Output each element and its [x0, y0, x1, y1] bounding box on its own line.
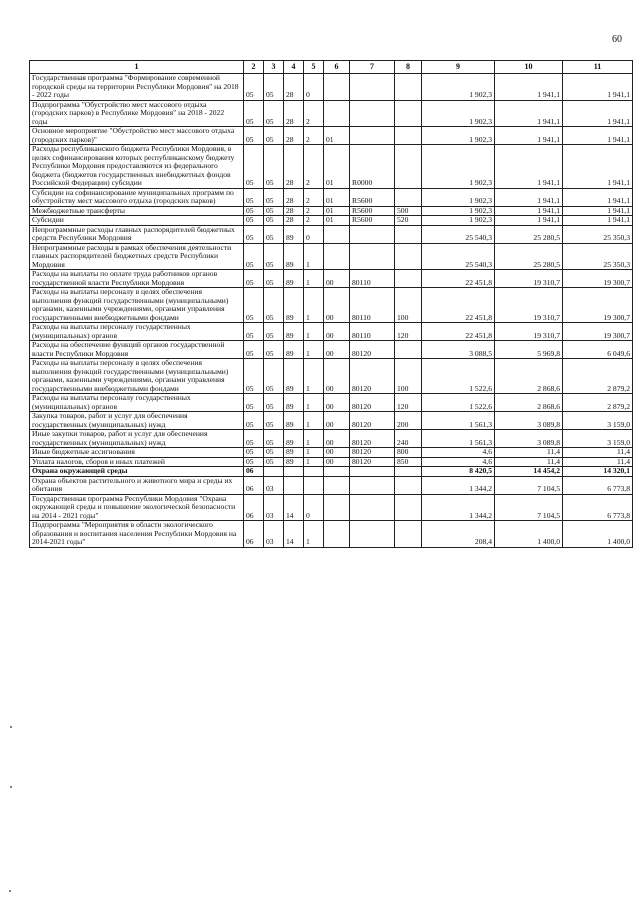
subsection-code-cell: 05 — [264, 225, 284, 243]
section-code-cell: 05 — [244, 225, 264, 243]
direction-code-cell: 80120 — [350, 448, 395, 458]
amount-col9-cell: 4,6 — [422, 457, 495, 467]
row-name-cell: Иные бюджетные ассигнования — [30, 448, 244, 458]
expense-type-cell: 240 — [395, 430, 422, 448]
row-name-cell: Расходы на выплаты персоналу государственных (муниципальных) органов — [30, 394, 244, 412]
column-header: 2 — [244, 61, 264, 74]
direction-code-cell — [350, 521, 395, 548]
table-row — [30, 188, 633, 206]
expense-type-cell — [395, 494, 422, 521]
expense-type-cell — [395, 74, 422, 101]
row-name-cell: Расходы на обеспечение функций органов государственной власти Республики Мордовия — [30, 341, 244, 359]
section-code-cell: 05 — [244, 188, 264, 206]
subprogram-code-cell: 1 — [304, 359, 324, 394]
amount-col10-cell: 1 400,0 — [495, 521, 563, 548]
row-name-cell: Расходы на выплаты персоналу в целях обеспечения выполнения функций государственными (муниципальными) органами, казенными учреждениями, органами управления государственными внебюджетными фондами — [30, 288, 244, 323]
subsection-code-cell: 05 — [264, 270, 284, 288]
expense-type-cell: 100 — [395, 288, 422, 323]
amount-col11-cell: 1 941,1 — [563, 100, 633, 127]
program-code-cell: 28 — [284, 145, 304, 189]
amount-col11-cell: 2 879,2 — [563, 394, 633, 412]
direction-code-cell: 80120 — [350, 341, 395, 359]
table-row — [30, 74, 633, 101]
table-row — [30, 206, 633, 216]
column-header: 10 — [495, 61, 563, 74]
direction-code-cell — [350, 467, 395, 477]
program-code-cell: 28 — [284, 74, 304, 101]
program-code-cell: 28 — [284, 216, 304, 226]
row-name-cell: Расходы республиканского бюджета Республики Мордовия, в целях софинансирования которых республиканскому бюджету Республики Мордовия предоставляются из федерального бюджета (бюджетов государственных внебюджетных фондов Российской Федерации) субсидии — [30, 145, 244, 189]
subprogram-code-cell: 0 — [304, 494, 324, 521]
subprogram-code-cell: 0 — [304, 74, 324, 101]
amount-col10-cell: 1 941,1 — [495, 188, 563, 206]
activity-code-cell: 01 — [324, 127, 350, 145]
subprogram-code-cell: 1 — [304, 323, 324, 341]
direction-code-cell: 80120 — [350, 430, 395, 448]
expense-type-cell — [395, 127, 422, 145]
amount-col11-cell: 6 773,8 — [563, 494, 633, 521]
activity-code-cell — [324, 467, 350, 477]
subsection-code-cell: 05 — [264, 288, 284, 323]
amount-col10-cell: 19 310,7 — [495, 270, 563, 288]
section-code-cell: 05 — [244, 145, 264, 189]
amount-col10-cell: 19 310,7 — [495, 323, 563, 341]
amount-col10-cell: 25 280,5 — [495, 243, 563, 270]
section-code-cell: 05 — [244, 394, 264, 412]
subprogram-code-cell: 1 — [304, 394, 324, 412]
direction-code-cell: R0000 — [350, 145, 395, 189]
activity-code-cell: 00 — [324, 412, 350, 430]
subprogram-code-cell: 2 — [304, 100, 324, 127]
amount-col10-cell: 2 868,6 — [495, 359, 563, 394]
direction-code-cell: R5600 — [350, 188, 395, 206]
amount-col11-cell: 1 941,1 — [563, 188, 633, 206]
table-row — [30, 430, 633, 448]
direction-code-cell: 80120 — [350, 359, 395, 394]
program-code-cell: 14 — [284, 521, 304, 548]
subsection-code-cell: 05 — [264, 145, 284, 189]
subsection-code-cell: 05 — [264, 100, 284, 127]
column-header: 3 — [264, 61, 284, 74]
row-name-cell: Закупка товаров, работ и услуг для обеспечения государственных (муниципальных) нужд — [30, 412, 244, 430]
amount-col10-cell: 3 089,8 — [495, 430, 563, 448]
amount-col9-cell: 1 902,3 — [422, 127, 495, 145]
section-code-cell: 05 — [244, 216, 264, 226]
table-row — [30, 323, 633, 341]
program-code-cell: 28 — [284, 100, 304, 127]
subprogram-code-cell — [304, 467, 324, 477]
subprogram-code-cell — [304, 476, 324, 494]
amount-col10-cell: 19 310,7 — [495, 288, 563, 323]
amount-col10-cell: 7 104,5 — [495, 476, 563, 494]
program-code-cell: 89 — [284, 323, 304, 341]
subprogram-code-cell: 2 — [304, 216, 324, 226]
program-code-cell: 14 — [284, 494, 304, 521]
activity-code-cell: 00 — [324, 288, 350, 323]
amount-col9-cell: 25 540,3 — [422, 225, 495, 243]
subsection-code-cell: 05 — [264, 216, 284, 226]
subsection-code-cell: 03 — [264, 476, 284, 494]
table-row — [30, 476, 633, 494]
scan-speck — [10, 786, 12, 788]
amount-col10-cell: 1 941,1 — [495, 145, 563, 189]
amount-col9-cell: 208,4 — [422, 521, 495, 548]
table-row — [30, 127, 633, 145]
scan-speck — [9, 890, 11, 892]
section-code-cell: 05 — [244, 270, 264, 288]
amount-col9-cell: 22 451,8 — [422, 323, 495, 341]
amount-col10-cell: 1 941,1 — [495, 216, 563, 226]
amount-col10-cell: 1 941,1 — [495, 100, 563, 127]
direction-code-cell — [350, 225, 395, 243]
subsection-code-cell: 05 — [264, 188, 284, 206]
row-name-cell: Расходы на выплаты персоналу в целях обеспечения выполнения функций государственными (муниципальными) органами, казенными учреждениями, органами управления государственными внебюджетными фондами — [30, 359, 244, 394]
amount-col10-cell: 2 868,6 — [495, 394, 563, 412]
direction-code-cell: R5600 — [350, 206, 395, 216]
subsection-code-cell: 03 — [264, 494, 284, 521]
budget-table-body — [30, 74, 633, 548]
direction-code-cell — [350, 74, 395, 101]
section-code-cell: 05 — [244, 74, 264, 101]
row-name-cell: Уплата налогов, сборов и иных платежей — [30, 457, 244, 467]
direction-code-cell — [350, 494, 395, 521]
row-name-cell: Субсидии — [30, 216, 244, 226]
subprogram-code-cell: 1 — [304, 430, 324, 448]
table-row — [30, 467, 633, 477]
subsection-code-cell: 05 — [264, 341, 284, 359]
expense-type-cell — [395, 270, 422, 288]
row-name-cell: Подпрограмма "Обустройство мест массового отдыха (городских парков) в Республике Мордовия" на 2018 - 2022 годы — [30, 100, 244, 127]
amount-col10-cell: 14 454,2 — [495, 467, 563, 477]
expense-type-cell — [395, 467, 422, 477]
scan-speck — [10, 726, 12, 728]
row-name-cell: Государственная программа Республики Мордовия "Охрана окружающей среды и повышение экологической безопасности на 2014 - 2021 годы" — [30, 494, 244, 521]
program-code-cell — [284, 467, 304, 477]
table-row — [30, 341, 633, 359]
direction-code-cell: 80110 — [350, 270, 395, 288]
subprogram-code-cell: 1 — [304, 448, 324, 458]
subprogram-code-cell: 1 — [304, 457, 324, 467]
direction-code-cell: 80120 — [350, 412, 395, 430]
expense-type-cell — [395, 341, 422, 359]
amount-col11-cell: 1 941,1 — [563, 216, 633, 226]
direction-code-cell — [350, 100, 395, 127]
direction-code-cell: R5600 — [350, 216, 395, 226]
subsection-code-cell: 03 — [264, 521, 284, 548]
column-header: 4 — [284, 61, 304, 74]
table-row — [30, 359, 633, 394]
subprogram-code-cell: 0 — [304, 225, 324, 243]
program-code-cell: 89 — [284, 394, 304, 412]
activity-code-cell: 00 — [324, 323, 350, 341]
amount-col9-cell: 1 902,3 — [422, 100, 495, 127]
amount-col9-cell: 1 522,6 — [422, 394, 495, 412]
amount-col11-cell: 1 400,0 — [563, 521, 633, 548]
subprogram-code-cell: 1 — [304, 288, 324, 323]
subprogram-code-cell: 1 — [304, 412, 324, 430]
row-name-cell: Иные закупки товаров, работ и услуг для обеспечения государственных (муниципальных) нужд — [30, 430, 244, 448]
activity-code-cell: 01 — [324, 216, 350, 226]
row-name-cell: Охрана окружающей среды — [30, 467, 244, 477]
program-code-cell: 89 — [284, 288, 304, 323]
table-row — [30, 270, 633, 288]
amount-col10-cell: 25 280,5 — [495, 225, 563, 243]
amount-col9-cell: 1 344,2 — [422, 494, 495, 521]
section-code-cell: 05 — [244, 412, 264, 430]
amount-col11-cell: 3 159,0 — [563, 412, 633, 430]
section-code-cell: 05 — [244, 100, 264, 127]
subprogram-code-cell: 1 — [304, 521, 324, 548]
subsection-code-cell: 05 — [264, 323, 284, 341]
amount-col9-cell: 1 902,3 — [422, 206, 495, 216]
amount-col11-cell: 1 941,1 — [563, 74, 633, 101]
row-name-cell: Расходы на выплаты по оплате труда работников органов государственной власти Республики Мордовия — [30, 270, 244, 288]
subprogram-code-cell: 1 — [304, 243, 324, 270]
expense-type-cell — [395, 243, 422, 270]
budget-table — [29, 60, 633, 548]
subsection-code-cell: 05 — [264, 206, 284, 216]
section-code-cell: 06 — [244, 494, 264, 521]
amount-col10-cell: 7 104,5 — [495, 494, 563, 521]
column-header: 7 — [350, 61, 395, 74]
amount-col11-cell: 11,4 — [563, 457, 633, 467]
table-row — [30, 521, 633, 548]
amount-col10-cell: 11,4 — [495, 448, 563, 458]
amount-col11-cell: 25 350,3 — [563, 225, 633, 243]
program-code-cell: 28 — [284, 127, 304, 145]
direction-code-cell: 80110 — [350, 323, 395, 341]
amount-col9-cell: 1 561,3 — [422, 430, 495, 448]
table-row — [30, 288, 633, 323]
expense-type-cell — [395, 145, 422, 189]
table-row — [30, 145, 633, 189]
direction-code-cell — [350, 243, 395, 270]
program-code-cell: 89 — [284, 243, 304, 270]
row-name-cell: Непрограммные расходы в рамках обеспечения деятельности главных распорядителей бюджетных средств Республики Мордовия — [30, 243, 244, 270]
amount-col11-cell: 1 941,1 — [563, 145, 633, 189]
activity-code-cell — [324, 243, 350, 270]
program-code-cell: 89 — [284, 430, 304, 448]
direction-code-cell: 80120 — [350, 457, 395, 467]
subprogram-code-cell: 2 — [304, 188, 324, 206]
activity-code-cell — [324, 494, 350, 521]
row-name-cell: Охрана объектов растительного и животного мира и среды их обитания — [30, 476, 244, 494]
program-code-cell: 28 — [284, 206, 304, 216]
amount-col11-cell: 6 773,8 — [563, 476, 633, 494]
table-row — [30, 394, 633, 412]
section-code-cell: 05 — [244, 127, 264, 145]
expense-type-cell — [395, 225, 422, 243]
amount-col11-cell: 2 879,2 — [563, 359, 633, 394]
section-code-cell: 06 — [244, 476, 264, 494]
amount-col9-cell: 25 540,3 — [422, 243, 495, 270]
row-name-cell: Расходы на выплаты персоналу государственных (муниципальных) органов — [30, 323, 244, 341]
section-code-cell: 05 — [244, 341, 264, 359]
expense-type-cell: 520 — [395, 216, 422, 226]
table-row — [30, 494, 633, 521]
activity-code-cell: 00 — [324, 394, 350, 412]
expense-type-cell: 200 — [395, 412, 422, 430]
section-code-cell: 05 — [244, 243, 264, 270]
expense-type-cell — [395, 100, 422, 127]
program-code-cell: 89 — [284, 457, 304, 467]
activity-code-cell: 01 — [324, 145, 350, 189]
amount-col9-cell: 1 561,3 — [422, 412, 495, 430]
section-code-cell: 05 — [244, 359, 264, 394]
row-name-cell: Государственная программа "Формирование современной городской среды на территории Республики Мордовия" на 2018 - 2022 годы — [30, 74, 244, 101]
amount-col9-cell: 1 902,3 — [422, 74, 495, 101]
page-number: 60 — [612, 34, 622, 45]
activity-code-cell — [324, 521, 350, 548]
program-code-cell: 89 — [284, 412, 304, 430]
activity-code-cell — [324, 476, 350, 494]
subsection-code-cell: 05 — [264, 359, 284, 394]
amount-col11-cell: 3 159,0 — [563, 430, 633, 448]
direction-code-cell — [350, 127, 395, 145]
subsection-code-cell: 05 — [264, 430, 284, 448]
row-name-cell: Межбюджетные трансферты — [30, 206, 244, 216]
amount-col10-cell: 1 941,1 — [495, 74, 563, 101]
amount-col10-cell: 5 969,8 — [495, 341, 563, 359]
activity-code-cell: 00 — [324, 341, 350, 359]
direction-code-cell: 80110 — [350, 288, 395, 323]
amount-col9-cell: 1 902,3 — [422, 188, 495, 206]
section-code-cell: 05 — [244, 448, 264, 458]
amount-col10-cell: 3 089,8 — [495, 412, 563, 430]
subsection-code-cell: 05 — [264, 127, 284, 145]
expense-type-cell: 800 — [395, 448, 422, 458]
expense-type-cell — [395, 476, 422, 494]
amount-col11-cell: 1 941,1 — [563, 206, 633, 216]
amount-col11-cell: 1 941,1 — [563, 127, 633, 145]
section-code-cell: 05 — [244, 288, 264, 323]
amount-col9-cell: 8 420,5 — [422, 467, 495, 477]
amount-col10-cell: 11,4 — [495, 457, 563, 467]
section-code-cell: 05 — [244, 206, 264, 216]
amount-col11-cell: 19 300,7 — [563, 288, 633, 323]
row-name-cell: Непрограммные расходы главных распорядителей бюджетных средств Республики Мордовия — [30, 225, 244, 243]
direction-code-cell: 80120 — [350, 394, 395, 412]
program-code-cell — [284, 476, 304, 494]
program-code-cell: 89 — [284, 225, 304, 243]
expense-type-cell — [395, 521, 422, 548]
expense-type-cell — [395, 188, 422, 206]
amount-col9-cell: 3 088,5 — [422, 341, 495, 359]
amount-col11-cell: 11,4 — [563, 448, 633, 458]
table-row — [30, 412, 633, 430]
program-code-cell: 89 — [284, 359, 304, 394]
activity-code-cell: 00 — [324, 270, 350, 288]
expense-type-cell: 100 — [395, 359, 422, 394]
subsection-code-cell: 05 — [264, 457, 284, 467]
subprogram-code-cell: 2 — [304, 127, 324, 145]
table-row — [30, 225, 633, 243]
table-row — [30, 243, 633, 270]
amount-col11-cell: 25 350,3 — [563, 243, 633, 270]
direction-code-cell — [350, 476, 395, 494]
amount-col10-cell: 1 941,1 — [495, 127, 563, 145]
amount-col11-cell: 19 300,7 — [563, 323, 633, 341]
amount-col9-cell: 4,6 — [422, 448, 495, 458]
subsection-code-cell: 05 — [264, 243, 284, 270]
amount-col10-cell: 1 941,1 — [495, 206, 563, 216]
row-name-cell: Подпрограмма "Мероприятия в области экологического образования и воспитания населения Республики Мордовия на 2014-2021 годы" — [30, 521, 244, 548]
program-code-cell: 28 — [284, 188, 304, 206]
activity-code-cell: 01 — [324, 206, 350, 216]
activity-code-cell: 00 — [324, 430, 350, 448]
program-code-cell: 89 — [284, 270, 304, 288]
section-code-cell: 05 — [244, 430, 264, 448]
column-header: 8 — [395, 61, 422, 74]
amount-col9-cell: 1 522,6 — [422, 359, 495, 394]
amount-col9-cell: 22 451,8 — [422, 288, 495, 323]
column-header: 9 — [422, 61, 495, 74]
expense-type-cell: 120 — [395, 323, 422, 341]
activity-code-cell: 00 — [324, 448, 350, 458]
expense-type-cell: 120 — [395, 394, 422, 412]
header-row — [30, 61, 633, 74]
row-name-cell: Основное мероприятие "Обустройство мест массового отдыха (городских парков)" — [30, 127, 244, 145]
column-header: 11 — [563, 61, 633, 74]
activity-code-cell: 01 — [324, 188, 350, 206]
expense-type-cell: 500 — [395, 206, 422, 216]
subsection-code-cell: 05 — [264, 74, 284, 101]
activity-code-cell — [324, 74, 350, 101]
column-header: 1 — [30, 61, 244, 74]
section-code-cell: 06 — [244, 467, 264, 477]
amount-col9-cell: 1 344,2 — [422, 476, 495, 494]
subsection-code-cell — [264, 467, 284, 477]
amount-col9-cell: 1 902,3 — [422, 216, 495, 226]
subsection-code-cell: 05 — [264, 412, 284, 430]
activity-code-cell — [324, 100, 350, 127]
expense-type-cell: 850 — [395, 457, 422, 467]
amount-col11-cell: 19 300,7 — [563, 270, 633, 288]
program-code-cell: 89 — [284, 448, 304, 458]
subsection-code-cell: 05 — [264, 448, 284, 458]
subprogram-code-cell: 2 — [304, 206, 324, 216]
column-header: 6 — [324, 61, 350, 74]
table-row — [30, 100, 633, 127]
activity-code-cell: 00 — [324, 359, 350, 394]
column-header: 5 — [304, 61, 324, 74]
amount-col9-cell: 1 902,3 — [422, 145, 495, 189]
section-code-cell: 05 — [244, 323, 264, 341]
subprogram-code-cell: 2 — [304, 145, 324, 189]
table-row — [30, 457, 633, 467]
section-code-cell: 05 — [244, 457, 264, 467]
activity-code-cell — [324, 225, 350, 243]
section-code-cell: 06 — [244, 521, 264, 548]
activity-code-cell: 00 — [324, 457, 350, 467]
subsection-code-cell: 05 — [264, 394, 284, 412]
table-row — [30, 448, 633, 458]
subprogram-code-cell: 1 — [304, 341, 324, 359]
program-code-cell: 89 — [284, 341, 304, 359]
subprogram-code-cell: 1 — [304, 270, 324, 288]
row-name-cell: Субсидии на софинансирование муниципальных программ по обустройству мест массового отдыха (городских парков) — [30, 188, 244, 206]
table-row — [30, 216, 633, 226]
amount-col11-cell: 6 049,6 — [563, 341, 633, 359]
amount-col9-cell: 22 451,8 — [422, 270, 495, 288]
amount-col11-cell: 14 320,1 — [563, 467, 633, 477]
